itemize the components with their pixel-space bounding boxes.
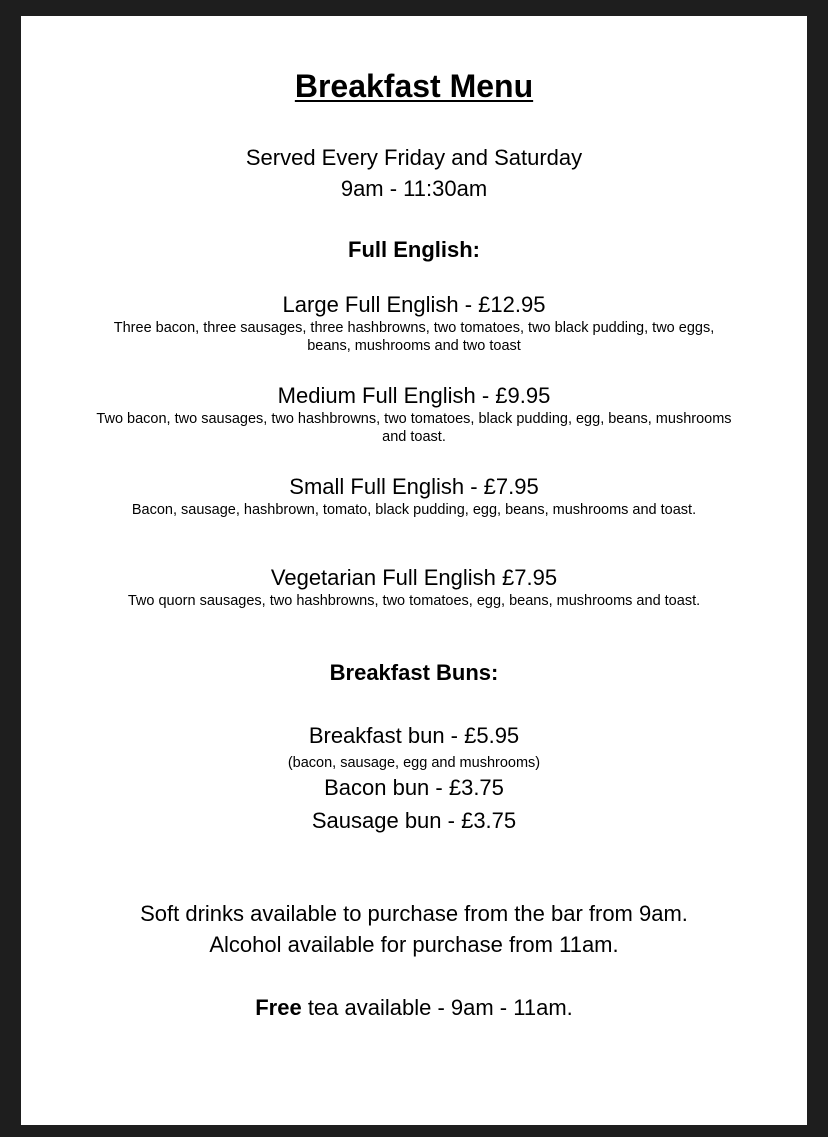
breakfast-bun-note: (bacon, sausage, egg and mushrooms) xyxy=(287,755,541,771)
item-name: Vegetarian Full English £7.95 xyxy=(270,565,558,590)
item-description: Two quorn sausages, two hashbrowns, two tomatoes, egg, beans, mushrooms and toast. xyxy=(127,593,701,609)
menu-page xyxy=(21,16,807,1125)
breakfast-buns-heading: Breakfast Buns: xyxy=(329,660,499,685)
alcohol-note: Alcohol available for purchase from 11am. xyxy=(209,932,619,957)
item-description: Bacon, sausage, hashbrown, tomato, black pudding, egg, beans, mushrooms and toast. xyxy=(131,502,697,518)
served-hours: 9am - 11:30am xyxy=(340,176,488,201)
served-days: Served Every Friday and Saturday xyxy=(245,145,583,170)
menu-title: Breakfast Menu xyxy=(294,68,534,104)
menu-item-sausage-bun: Sausage bun - £3.75 xyxy=(311,808,517,833)
full-english-heading: Full English: xyxy=(348,237,480,262)
free-tea-note xyxy=(21,992,807,1023)
free-word: Free xyxy=(255,995,302,1020)
menu-item-vegetarian-full-english xyxy=(21,564,807,610)
menu-item-medium-full-english xyxy=(21,382,807,446)
serving-times xyxy=(21,142,807,204)
item-name: Large Full English - £12.95 xyxy=(282,292,546,317)
menu-item-large-full-english xyxy=(21,291,807,355)
item-name: Small Full English - £7.95 xyxy=(289,474,539,499)
menu-item-breakfast-bun: Breakfast bun - £5.95 xyxy=(308,723,520,748)
item-description: Three bacon, three sausages, three hashbrowns, two tomatoes, two black pudding, two eggs, beans, mushrooms and two toast xyxy=(113,320,715,354)
item-description: Two bacon, two sausages, two hashbrowns, two tomatoes, black pudding, egg, beans, mushrooms and toast. xyxy=(96,411,732,445)
item-name: Medium Full English - £9.95 xyxy=(277,383,551,408)
soft-drinks-note: Soft drinks available to purchase from the bar from 9am. xyxy=(140,901,688,926)
menu-item-bacon-bun: Bacon bun - £3.75 xyxy=(324,775,504,800)
tea-text: tea available - 9am - 11am. xyxy=(301,995,573,1020)
menu-item-small-full-english xyxy=(21,473,807,519)
